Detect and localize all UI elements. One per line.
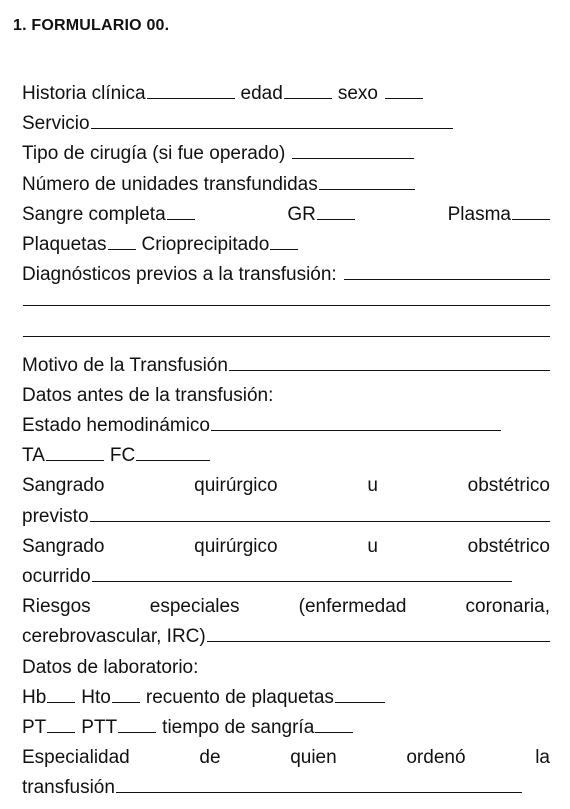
word: (enfermedad xyxy=(298,596,407,618)
ta-label: TA xyxy=(22,445,45,467)
form-line-transfusion xyxy=(22,773,550,803)
riesgos-label: cerebrovascular, IRC) xyxy=(22,626,206,648)
form-line-historia xyxy=(22,79,550,109)
word: coronaria, xyxy=(465,596,550,618)
datos-antes-label: Datos antes de la transfusión: xyxy=(22,384,274,406)
form-line-unidades xyxy=(22,170,550,200)
word: Riesgos xyxy=(22,596,91,618)
crioprecipitado-label: Crioprecipitado xyxy=(141,233,270,255)
fc-label: FC xyxy=(109,445,136,467)
ptt-blank[interactable] xyxy=(118,717,156,733)
form-line-especialidad xyxy=(22,743,550,773)
fc-blank[interactable] xyxy=(136,445,210,461)
previsto-label: previsto xyxy=(22,505,89,527)
word: quirúrgico xyxy=(194,475,278,497)
pt-blank[interactable] xyxy=(47,717,75,733)
sexo-label: sexo xyxy=(337,83,378,104)
gr-group xyxy=(287,200,355,230)
unidades-blank[interactable] xyxy=(319,174,415,190)
ptt-label: PTT xyxy=(81,716,118,738)
form-line-motivo xyxy=(22,351,550,381)
ocurrido-label: ocurrido xyxy=(22,566,91,587)
word: obstétrico xyxy=(467,475,550,497)
previsto-blank[interactable] xyxy=(90,506,550,522)
cirugia-blank[interactable] xyxy=(292,143,414,159)
plaquetas-label: Plaquetas xyxy=(22,233,107,255)
sangre-completa-group xyxy=(22,200,195,230)
servicio-label: Servicio xyxy=(22,113,90,135)
sangria-label: tiempo de sangría xyxy=(162,716,315,738)
ta-blank[interactable] xyxy=(46,445,104,461)
diagnosticos-blank-2[interactable] xyxy=(23,290,550,306)
hto-label: Hto xyxy=(81,686,111,708)
word: Sangrado xyxy=(22,535,105,557)
form-line-riesgos-2 xyxy=(22,622,550,652)
form-line-laboratorio xyxy=(22,653,550,683)
form-line-ta-fc xyxy=(22,441,550,471)
word: quirúrgico xyxy=(194,535,278,557)
form-line-diagnosticos-3 xyxy=(22,321,550,351)
word: quien xyxy=(290,747,337,769)
historia-label: Historia clínica xyxy=(22,83,146,104)
word: Especialidad xyxy=(22,747,130,769)
form-line-hb xyxy=(22,683,550,713)
recuento-blank[interactable] xyxy=(335,687,385,703)
riesgos-blank[interactable] xyxy=(207,626,550,642)
diagnosticos-label: Diagnósticos previos a la transfusión: xyxy=(22,264,337,286)
form-line-sangrado-ocurrido xyxy=(22,532,550,562)
hb-blank[interactable] xyxy=(47,687,75,703)
cirugia-label: Tipo de cirugía (si fue operado) xyxy=(22,143,286,165)
word: la xyxy=(535,747,550,769)
form-line-pt xyxy=(22,713,550,743)
pt-label: PT xyxy=(22,716,47,738)
crioprecipitado-blank[interactable] xyxy=(270,234,298,250)
plasma-blank[interactable] xyxy=(512,204,550,220)
gr-label: GR xyxy=(287,203,316,225)
transfusion-blank[interactable] xyxy=(116,777,522,793)
transfusion-label: transfusión xyxy=(22,777,115,799)
form-line-diagnosticos-2 xyxy=(22,290,550,320)
form-line-sangrado-previsto xyxy=(22,471,550,501)
word: u xyxy=(367,535,378,557)
unidades-label: Número de unidades transfundidas xyxy=(22,173,318,195)
estado-label: Estado hemodinámico xyxy=(22,415,210,437)
word: de xyxy=(199,747,221,769)
form-line-cirugia xyxy=(22,139,550,169)
form-line-estado xyxy=(22,411,550,441)
edad-label: edad xyxy=(240,83,283,104)
estado-blank[interactable] xyxy=(211,415,501,431)
word: ordenó xyxy=(406,747,466,769)
motivo-blank[interactable] xyxy=(229,355,550,371)
hb-label: Hb xyxy=(22,686,47,708)
sangria-blank[interactable] xyxy=(315,717,353,733)
form-line-diagnosticos xyxy=(22,260,550,290)
plaquetas-blank[interactable] xyxy=(108,234,136,250)
diagnosticos-blank[interactable] xyxy=(344,264,550,280)
word: especiales xyxy=(149,596,240,618)
sangre-completa-label: Sangre completa xyxy=(22,203,166,225)
gr-blank[interactable] xyxy=(317,204,355,220)
form-line-datos-antes xyxy=(22,381,550,411)
recuento-label: recuento de plaquetas xyxy=(145,686,334,708)
form-line-riesgos xyxy=(22,592,550,622)
plasma-label: Plasma xyxy=(447,203,511,225)
word: Sangrado xyxy=(22,475,105,497)
servicio-blank[interactable] xyxy=(91,113,453,129)
hto-blank[interactable] xyxy=(112,687,140,703)
edad-blank[interactable] xyxy=(284,83,332,99)
motivo-label: Motivo de la Transfusión xyxy=(22,354,228,376)
form-line-servicio xyxy=(22,109,550,139)
form-line-ocurrido xyxy=(22,562,550,592)
form-heading: 1. FORMULARIO 00. xyxy=(13,17,170,34)
form-line-previsto xyxy=(22,502,550,532)
form-line-componentes xyxy=(22,200,550,230)
plasma-group xyxy=(448,200,550,230)
laboratorio-label: Datos de laboratorio: xyxy=(22,656,199,678)
historia-blank[interactable] xyxy=(147,83,235,99)
ocurrido-blank[interactable] xyxy=(92,566,512,582)
sexo-blank[interactable] xyxy=(385,83,423,99)
transfusion-form xyxy=(22,79,550,804)
diagnosticos-blank-3[interactable] xyxy=(23,321,550,337)
word: u xyxy=(367,475,378,497)
form-line-plaquetas xyxy=(22,230,550,260)
sangre-completa-blank[interactable] xyxy=(167,204,195,220)
word: obstétrico xyxy=(467,535,550,557)
